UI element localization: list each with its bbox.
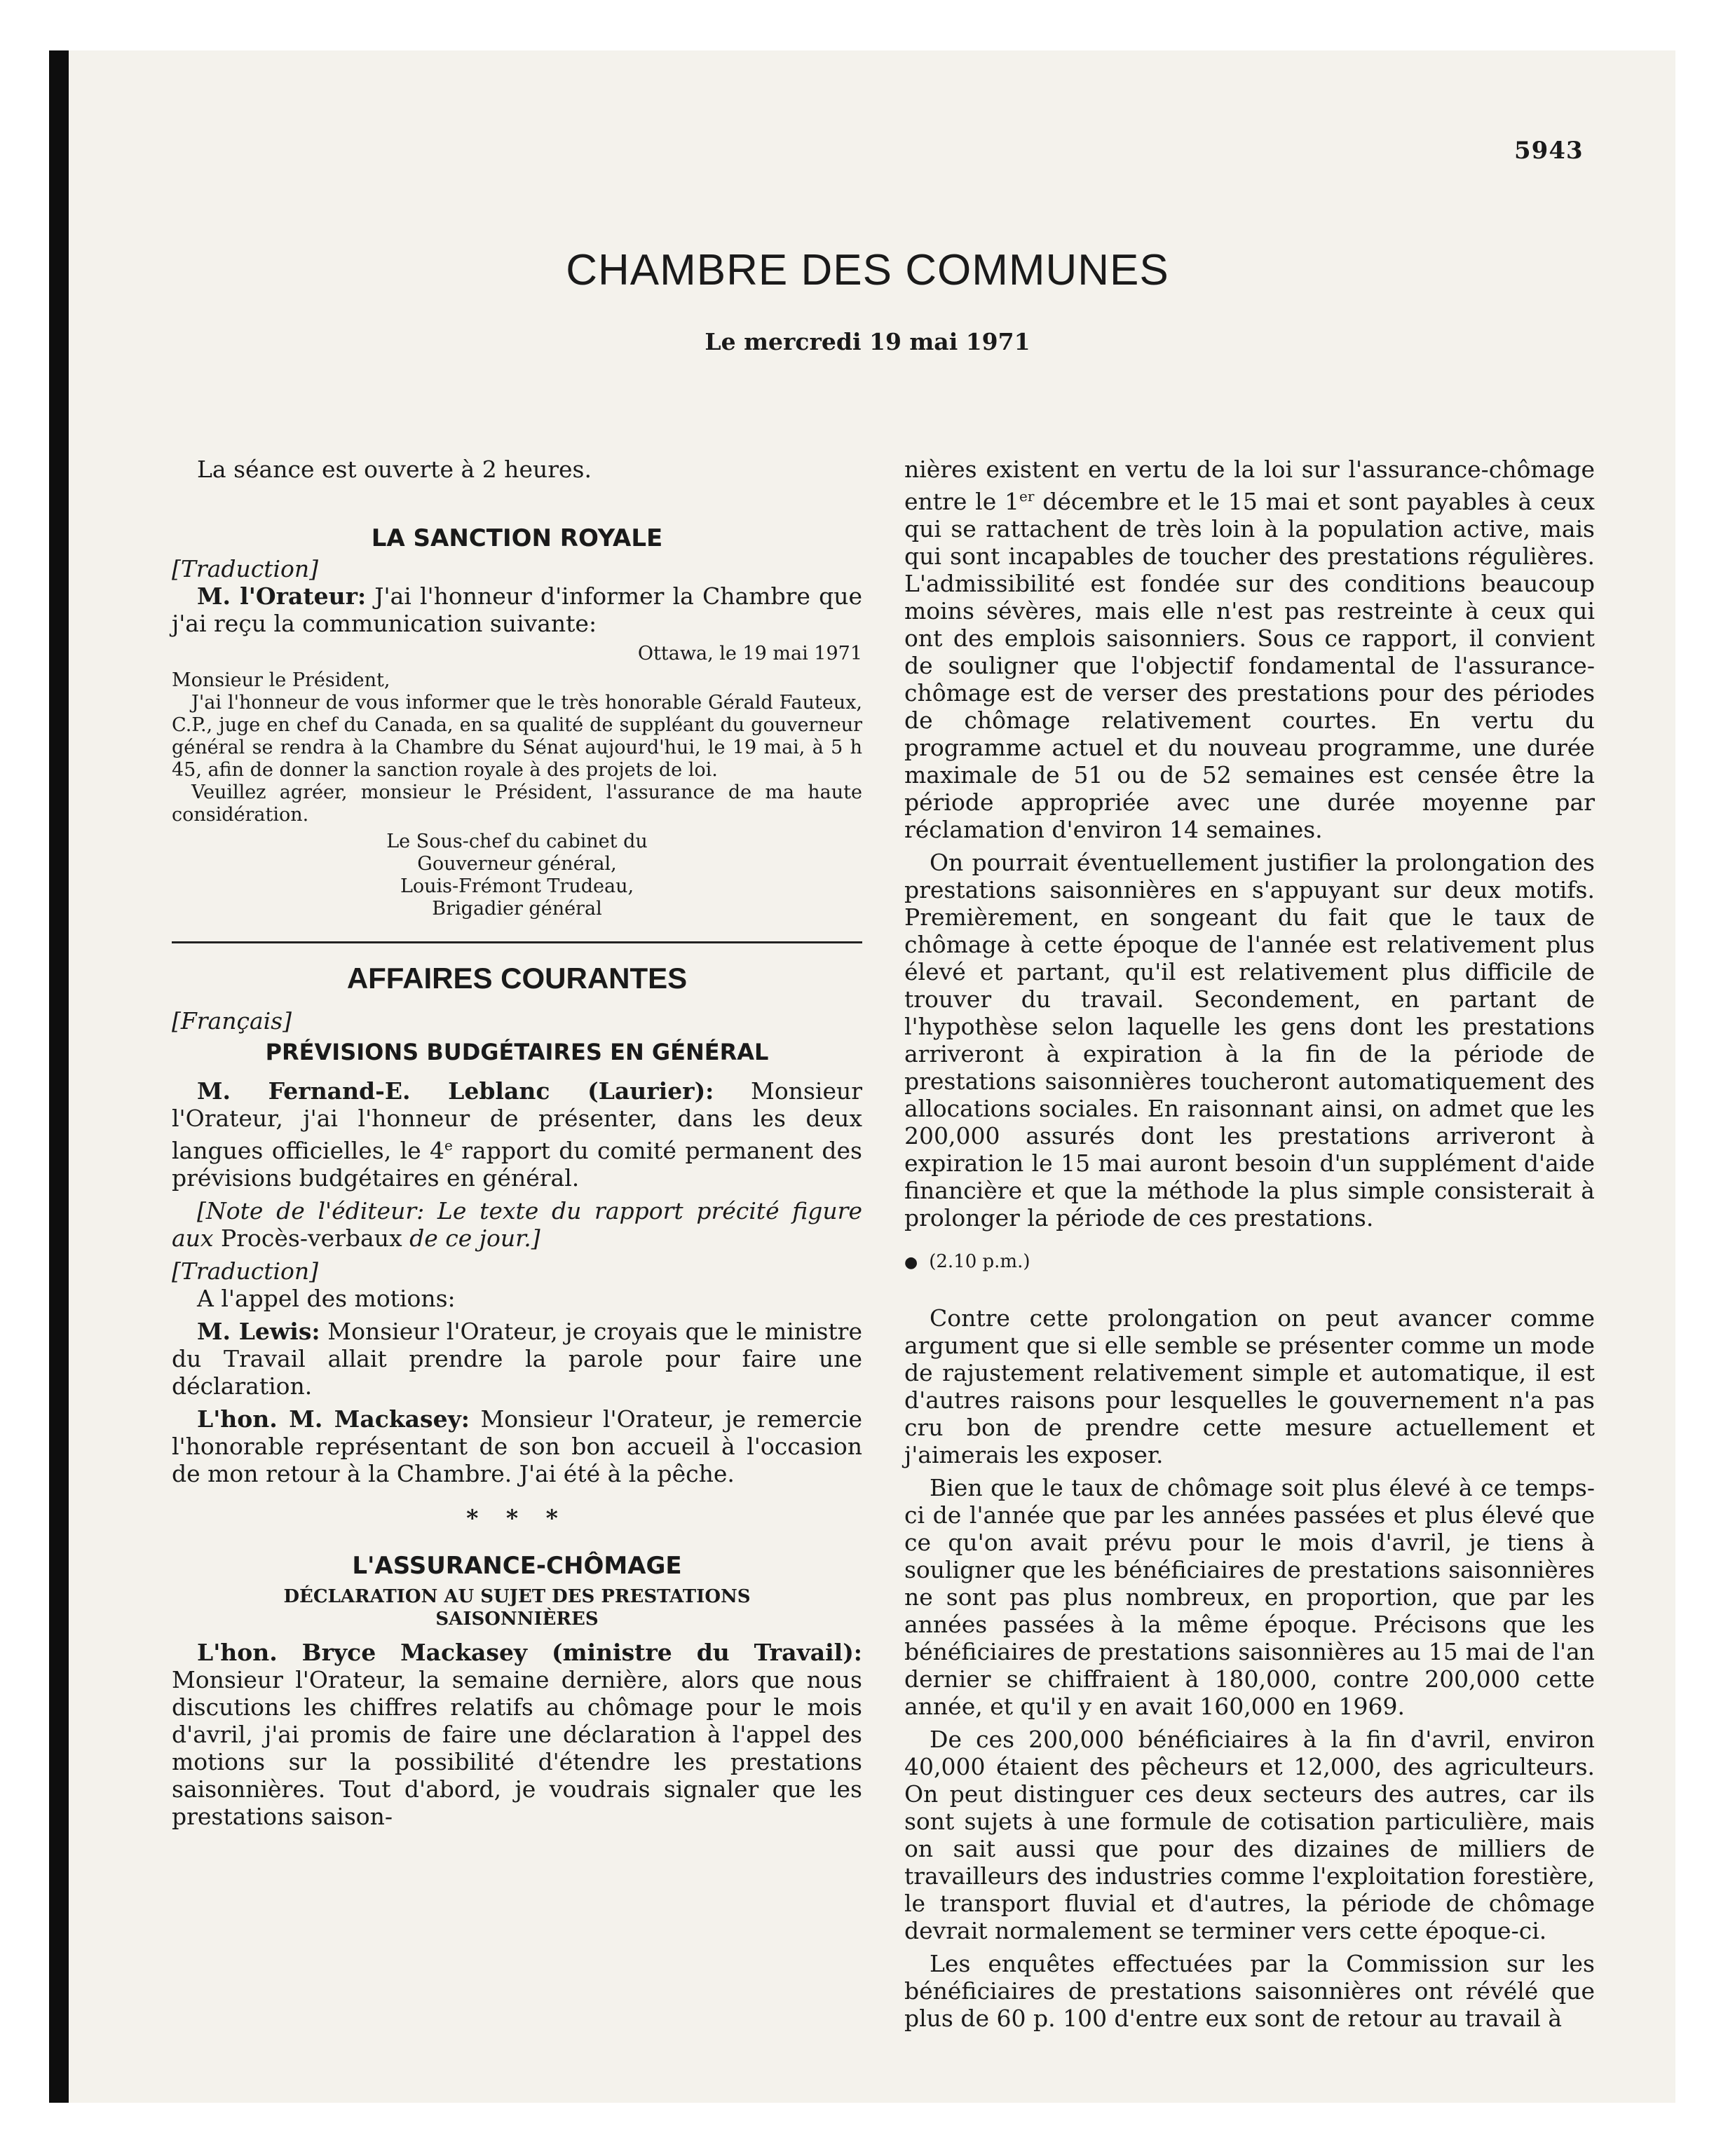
section-divider xyxy=(172,941,862,943)
paragraph: On pourrait éventuellement justifier la prolongation des prestations saisonnières en s'appuyant sur deux motifs. Premièrement, en songeant du fait que le taux de chômage à cette époque de l'année est relativement plus élevé et partant, qu'il est relativement plus difficile de trouver du travail. Secondement, en partant de l'hypothèse selon laquelle les gens dont les prestations arriveront à expiration à la fin de la période de prestations saisonnières toucheront automatiquement des allocations sociales. En raisonnant ainsi, on admet que les 200,000 assurés dont les prestations arriveront à expiration le 15 mai auront besoin d'un supplément d'aide financière et que la méthode la plus simple consisterait à prolonger la période de ces prestations. xyxy=(904,849,1595,1231)
declaration-line: SAISONNIÈRES xyxy=(435,1609,599,1630)
speaker-name: M. Lewis: xyxy=(197,1318,320,1345)
left-column xyxy=(172,456,862,1836)
traduction-tag: [Traduction] xyxy=(172,555,319,582)
speaker-name: M. l'Orateur: xyxy=(197,582,367,610)
time-text: (2.10 p.m.) xyxy=(929,1251,1030,1272)
sanction-heading: LA SANCTION ROYALE xyxy=(371,524,663,552)
superscript: er xyxy=(1019,488,1035,505)
speech-text: Monsieur l'Orateur, la semaine dernière, alors que nous discutions les chiffres relatifs au chômage pour le mois d'avril, j'ai promis de faire une déclaration à l'appel des motions sur la possibilité d'étendre les prestations saisonnières. Tout d'abord, je voudrais signaler que les prestations saison- xyxy=(172,1666,862,1830)
leblanc-paragraph xyxy=(172,1077,862,1192)
signature-line: Brigadier général xyxy=(432,898,602,920)
letter-salutation: Monsieur le Président, xyxy=(172,669,390,691)
speech-text: Monsieur l'Orateur, j'ai l'honneur de présenter, dans les deux langues officielles, le 4 xyxy=(172,1077,862,1164)
bryce-paragraph xyxy=(172,1639,862,1830)
letter-body: J'ai l'honneur de vous informer que le très honorable Gérald Fauteux, C.P., juge en chef du Canada, en sa qualité de suppléant du gouverneur général se rendra à la Chambre du Sénat aujourd'hui, le 19 mai, à 5 h 45, afin de donner la sanction royale à des projets de loi. xyxy=(172,692,862,781)
assurance-heading: L'ASSURANCE-CHÔMAGE xyxy=(352,1552,682,1580)
superscript: e xyxy=(444,1137,453,1154)
signature-line: Louis-Frémont Trudeau, xyxy=(400,875,634,897)
signature-line: Gouverneur général, xyxy=(417,853,617,875)
opening-line: La séance est ouverte à 2 heures. xyxy=(197,456,592,483)
note-text: [Note de l'éditeur: Le texte du rapport précité figure aux xyxy=(172,1197,862,1252)
declaration-line: DÉCLARATION AU SUJET DES PRESTATIONS xyxy=(283,1586,751,1607)
note-text: Procès-verbaux xyxy=(221,1224,402,1252)
page-number: 5943 xyxy=(1514,137,1584,165)
orateur-paragraph xyxy=(172,582,862,637)
lewis-paragraph xyxy=(172,1318,862,1400)
binding-edge xyxy=(49,50,69,2103)
time-marker xyxy=(904,1248,1595,1276)
paragraph-text: nières existent en vertu de la loi sur l'assurance-chômage entre le 1 xyxy=(904,456,1595,515)
paragraph: Contre cette prolongation on peut avancer comme argument que si elle semble se présenter comme un mode de rajustement relativement simple et automatique, il est d'autres raisons pour lesquelles le gouvernement n'a pas cru bon de prendre cette mesure actuellement et j'aimerais les exposer. xyxy=(904,1304,1595,1468)
signature-line: Le Sous-chef du cabinet du xyxy=(386,831,648,852)
sitting-date: Le mercredi 19 mai 1971 xyxy=(705,328,1030,355)
paragraph: De ces 200,000 bénéficiaires à la fin d'avril, environ 40,000 étaient des pêcheurs et 12,000, des agriculteurs. On peut distinguer ces deux secteurs des autres, car ils sont sujets à une formule de cotisation particulière, mais on sait aussi que pour des dizaines de milliers de travailleurs des industries comme l'exploitation forestière, le transport fluvial et d'autres, la période de chômage devrait normalement se terminer vers cette époque-ci. xyxy=(904,1726,1595,1944)
francais-tag: [Français] xyxy=(172,1007,292,1035)
section-stars: * * * xyxy=(466,1504,568,1531)
speech-text: rapport du comité permanent des prévisions budgétaires en général. xyxy=(172,1137,862,1192)
right-column xyxy=(904,456,1595,2038)
letter-closing: Veuillez agréer, monsieur le Président, l'assurance de ma haute considération. xyxy=(172,782,862,826)
paragraph xyxy=(904,456,1595,843)
speech-text: J'ai l'honneur d'informer la Chambre que j'ai reçu la communication suivante: xyxy=(172,582,862,637)
bullet-icon: ● xyxy=(904,1254,918,1271)
paragraph-text: décembre et le 15 mai et sont payables à ceux qui se rattachent de très loin à la population active, mais qui sont incapables de toucher des prestations régulières. L'admissibilité est fondée sur des conditions beaucoup moins sévères, mais elle n'est pas restreinte à ceux qui ont des emplois saisonniers. Sous ce rapport, il convient de souligner que l'objectif fondamental de l'assurance-chômage est de verser des prestations pour des périodes de chômage relativement courtes. En vertu du programme actuel et du nouveau programme, une durée maximale de 51 ou de 52 semaines est censée être la période appropriée avec une durée moyenne par réclamation d'environ 14 semaines. xyxy=(904,488,1595,843)
affaires-heading: AFFAIRES COURANTES xyxy=(346,962,688,995)
paragraph: Les enquêtes effectuées par la Commission sur les bénéficiaires de prestations saisonnières ont révélé que plus de 60 p. 100 d'entre eux sont de retour au travail à xyxy=(904,1950,1595,2032)
speaker-name: L'hon. Bryce Mackasey (ministre du Travail): xyxy=(197,1639,862,1666)
paragraph: Bien que le taux de chômage soit plus élevé à ce temps-ci de l'année que par les années passées et plus élevé que ce qu'on avait prévu pour le mois d'avril, je tiens à souligner que les bénéficiaires de prestations saisonnières ne sont pas plus nombreux, en proportion, que par les années passées à la même époque. Précisons que les bénéficiaires de prestations saisonnières au 15 mai de l'an dernier se chiffraient à 180,000, contre 200,000 cette année, et qu'il y en avait 160,000 en 1969. xyxy=(904,1474,1595,1720)
speaker-name: M. Fernand-E. Leblanc (Laurier): xyxy=(197,1077,714,1105)
letter-date: Ottawa, le 19 mai 1971 xyxy=(637,643,862,664)
declaration-heading xyxy=(172,1585,862,1630)
traduction-tag: [Traduction] xyxy=(172,1257,319,1285)
mackasey-paragraph xyxy=(172,1405,862,1487)
note-text: de ce jour.] xyxy=(402,1224,540,1252)
speaker-name: L'hon. M. Mackasey: xyxy=(197,1405,470,1433)
editor-note xyxy=(172,1197,862,1252)
speech-text: Monsieur l'Orateur, je remercie l'honorable représentant de son bon accueil à l'occasion de mon retour à la Chambre. J'ai été à la pêche. xyxy=(172,1405,862,1487)
speech-text: Monsieur l'Orateur, je croyais que le ministre du Travail allait prendre la parole pour faire une déclaration. xyxy=(172,1318,862,1400)
appel-line: A l'appel des motions: xyxy=(197,1285,456,1312)
previsions-heading: PRÉVISIONS BUDGÉTAIRES EN GÉNÉRAL xyxy=(265,1039,769,1065)
page-title: CHAMBRE DES COMMUNES xyxy=(566,246,1169,294)
